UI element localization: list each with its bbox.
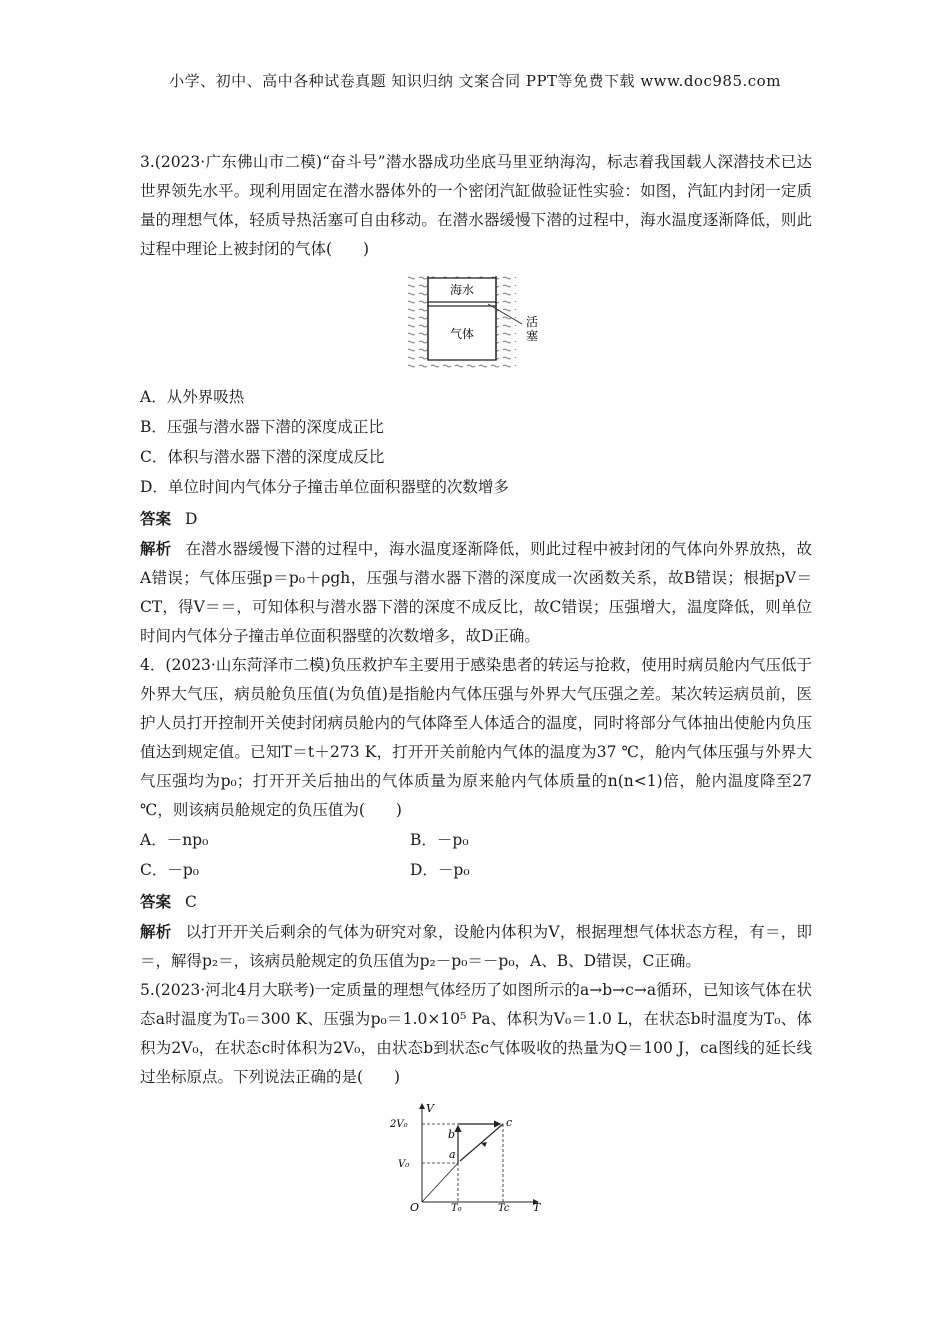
question-4-options <box>140 825 812 885</box>
cylinder-diagram <box>406 274 546 374</box>
answer-label: 答案 <box>140 892 172 911</box>
question-4-answer <box>140 887 812 917</box>
question-4-stem: 4．(2023·山东菏泽市二模)负压救护车主要用于感染患者的转运与抢救，使用时病员舱内气压低于外界大气压，病员舱负压值(为负值)是指舱内气体压强与外界大气压强之差。某次转运病员前，医护人员打开控制开关使封闭病员舱内的气体降至人体适合的温度，同时将部分气体抽出使舱内负压值达到规定值。已知T＝t＋273 K，打开开关前舱内气体的温度为37 ℃，舱内气体压强与外界大气压强均为p₀；打开开关后抽出的气体质量为原来舱内气体质量的n(n<1)倍，舱内温度降至27 ℃，则该病员舱规定的负压值为( ) <box>140 656 812 819</box>
question-4-option-a: A．－np₀ <box>140 831 209 849</box>
tick-2v0: 2V₀ <box>390 1119 408 1130</box>
answer-value: D <box>185 510 198 528</box>
origin-label: O <box>410 1201 420 1212</box>
document-body <box>140 148 812 1212</box>
tick-v0: V₀ <box>398 1159 410 1170</box>
question-4-option-b: B．－p₀ <box>410 831 469 849</box>
point-c-label: c <box>506 1116 513 1129</box>
tick-t0: T₀ <box>451 1203 462 1212</box>
question-5-stem: 5.(2023·河北4月大联考)一定质量的理想气体经历了如图所示的a→b→c→a循环，已知该气体在状态a时温度为T₀＝300 K、压强为p₀＝1.0×10⁵ Pa、体积为V₀＝1.0 L，在状态b时温度为T₀、体积为2V₀，在状态c时体积为2V₀，由状态b到状态c气体吸收的热量为Q＝100 J，ca图线的延长线过坐标原点。下列说法正确的是( ) <box>140 981 812 1086</box>
ca-extension <box>422 1163 458 1202</box>
answer-value: C <box>185 893 197 911</box>
analysis-label: 解析 <box>140 539 172 558</box>
analysis-text: 以打开开关后剩余的气体为研究对象，设舱内体积为V，根据理想气体状态方程，有＝，即＝，解得p₂＝，该病员舱规定的负压值为p₂－p₀＝－p₀，A、B、D错误，C正确。 <box>140 923 812 970</box>
v-axis-label: V <box>426 1102 434 1115</box>
question-3-answer <box>140 504 812 534</box>
question-3 <box>140 148 812 651</box>
question-4-option-d: D．－p₀ <box>410 861 470 879</box>
analysis-label: 解析 <box>140 922 172 941</box>
point-b-label: b <box>448 1128 456 1141</box>
question-3-option-c: C．体积与潜水器下潜的深度成反比 <box>140 448 385 466</box>
piston <box>428 302 496 306</box>
question-4-option-c: C．－p₀ <box>140 861 199 879</box>
question-3-stem: 3.(2023·广东佛山市二模)“奋斗号”潜水器成功坐底马里亚纳海沟，标志着我国载人深潜技术已达世界领先水平。现利用固定在潜水器体外的一个密闭汽缸做验证性实验：如图，汽缸内封闭一定质量的理想气体，轻质导热活塞可自由移动。在潜水器缓慢下潜的过程中，海水温度逐渐降低，则此过程中理论上被封闭的气体( ) <box>140 153 812 258</box>
question-4-analysis <box>140 917 812 976</box>
sea-label: 海水 <box>449 283 475 297</box>
tick-tc: Tc <box>498 1203 510 1212</box>
page-header: 小学、初中、高中各种试卷真题 知识归纳 文案合同 PPT等免费下载 www.doc985.com <box>169 72 781 90</box>
question-3-analysis <box>140 534 812 651</box>
question-3-option-a: A．从外界吸热 <box>140 388 245 406</box>
piston-label-2: 塞 <box>526 329 539 343</box>
piston-label-1: 活 <box>526 315 539 329</box>
point-a-label: a <box>449 1148 456 1161</box>
question-3-option-b: B．压强与潜水器下潜的深度成正比 <box>140 418 384 436</box>
question-5 <box>140 976 812 1212</box>
question-4 <box>140 651 812 976</box>
answer-label: 答案 <box>140 509 172 528</box>
question-3-option-d: D．单位时间内气体分子撞击单位面积器壁的次数增多 <box>140 478 509 496</box>
gas-label: 气体 <box>449 327 475 341</box>
v-t-diagram <box>388 1100 548 1212</box>
path-c-to-a <box>460 1124 503 1161</box>
t-axis-label: T <box>533 1201 541 1212</box>
analysis-text: 在潜水器缓慢下潜的过程中，海水温度逐渐降低，则此过程中被封闭的气体向外界放热，故A错误；气体压强p＝p₀＋ρgh，压强与潜水器下潜的深度成一次函数关系，故B错误；根据pV＝CT，得V＝＝，可知体积与潜水器下潜的深度不成反比，故C错误；压强增大，温度降低，则单位时间内气体分子撞击单位面积器壁的次数增多，故D正确。 <box>140 540 812 645</box>
